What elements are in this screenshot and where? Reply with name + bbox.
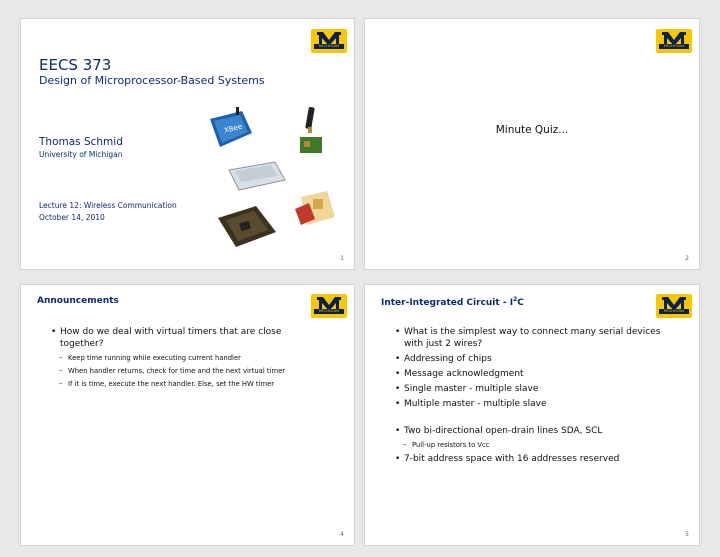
block-m-icon: [311, 29, 347, 53]
lecture-date: October 14, 2010: [39, 213, 105, 222]
bullet: • What is the simplest way to connect many serial devices with just 2 wires?: [395, 326, 675, 350]
block-m-icon: [656, 29, 692, 53]
bullet: • How do we deal with virtual timers that are close together?: [51, 326, 301, 350]
institution: University of Michigan: [39, 150, 123, 159]
block-m-icon: [311, 294, 347, 318]
page-number: 5: [685, 531, 689, 538]
antenna-board-image: [296, 107, 326, 157]
michigan-logo: [656, 294, 692, 318]
bullet: • Multiple master - multiple slave: [395, 398, 675, 410]
slide-3: [20, 284, 355, 546]
sub-bullet: – Pull-up resistors to Vcc: [395, 440, 675, 450]
michigan-logo: [311, 29, 347, 53]
block-m-icon: [656, 294, 692, 318]
bullet: • Addressing of chips: [395, 353, 675, 365]
page-number: 1: [340, 255, 344, 262]
lecture-title: Lecture 12: Wireless Communication: [39, 201, 177, 210]
author-name: Thomas Schmid: [39, 136, 123, 148]
slide-2: [364, 18, 700, 270]
page-number: 4: [340, 531, 344, 538]
title-main: Inter-Integrated Circuit - I: [381, 298, 514, 308]
title-superscript: 2: [513, 296, 518, 303]
page-title: EECS 373: [39, 56, 112, 74]
xbee-label: XBee: [223, 122, 244, 135]
logo-text: MICHIGAN: [663, 44, 685, 48]
logo-text: MICHIGAN: [318, 44, 340, 48]
slide-1: [20, 18, 355, 270]
bullet: • 7-bit address space with 16 addresses reserved: [395, 453, 675, 465]
bullet-list: [51, 326, 301, 392]
bullet-list: [395, 326, 675, 468]
breakout-board-image: [293, 189, 338, 229]
bullet: • Single master - multiple slave: [395, 383, 675, 395]
rf-module-image: [227, 160, 287, 192]
mote-board-image: [216, 204, 278, 249]
slide-4: [364, 284, 700, 546]
logo-text: MICHIGAN: [318, 309, 340, 313]
sub-bullet: – Keep time running while executing current handler: [51, 353, 301, 363]
michigan-logo: [656, 29, 692, 53]
bullet: • Two bi-directional open-drain lines SDA, SCL: [395, 425, 675, 437]
page-number: 2: [685, 255, 689, 262]
quiz-text: Minute Quiz...: [495, 124, 569, 136]
slide-title: [381, 296, 524, 308]
slide-title: Announcements: [37, 296, 119, 306]
bullet: • Message acknowledgment: [395, 368, 675, 380]
xbee-module-image: [206, 107, 256, 152]
sub-bullet: – If it is time, execute the next handler. Else, set the HW timer: [51, 379, 301, 389]
title-end: C: [517, 298, 524, 308]
sub-bullet: – When handler returns, check for time and the next virtual timer: [51, 366, 301, 376]
page-subtitle: Design of Microprocessor-Based Systems: [39, 74, 265, 87]
logo-text: MICHIGAN: [663, 309, 685, 313]
michigan-logo: [311, 294, 347, 318]
